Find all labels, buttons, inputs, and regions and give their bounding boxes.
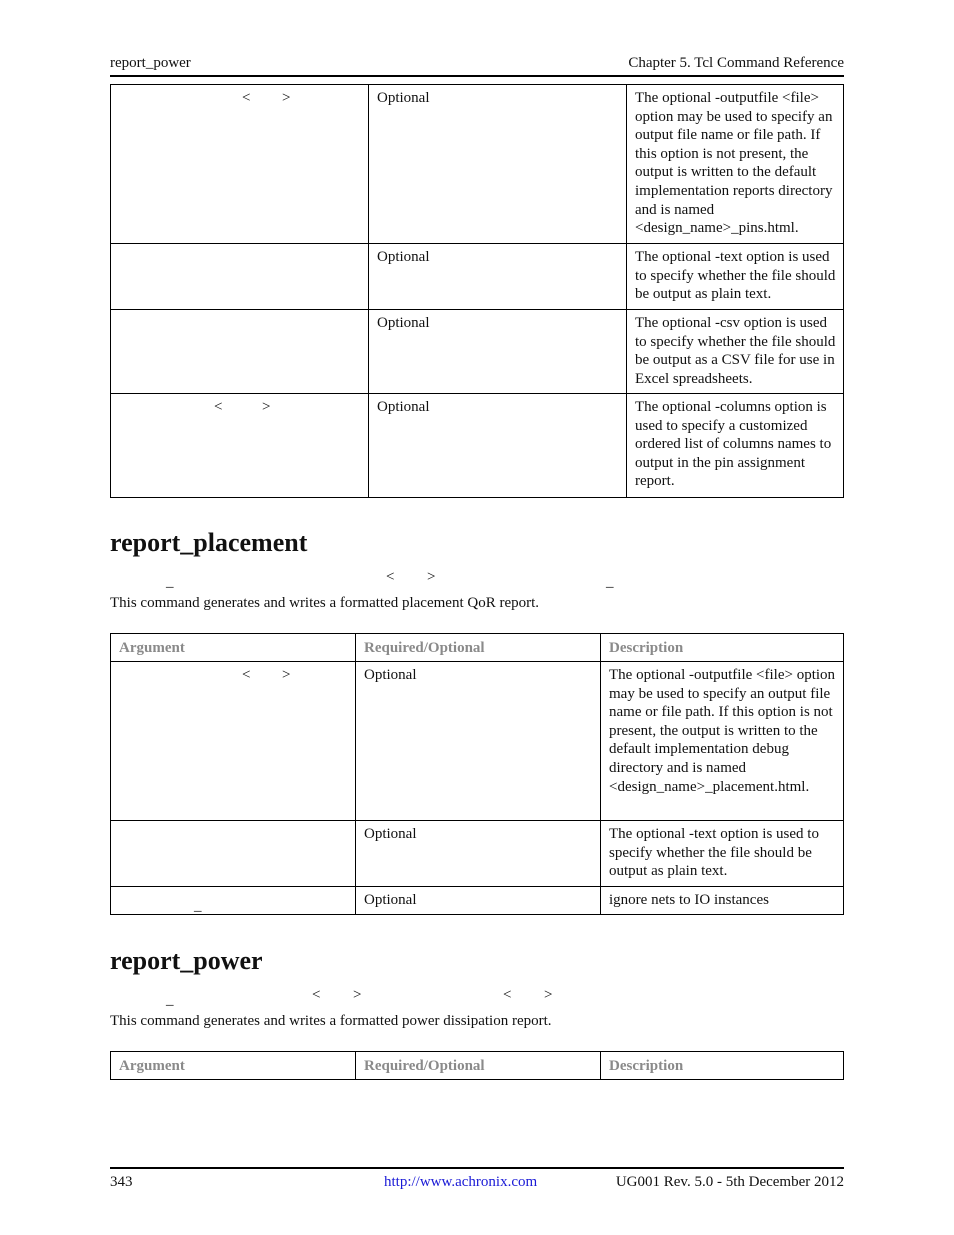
required-cell: Optional [356, 887, 601, 915]
syntax-glyph: < [503, 987, 512, 1003]
syntax-glyph: < [312, 987, 321, 1003]
syntax-glyph: < [386, 569, 395, 585]
description-cell: The optional -csv option is used to specify whether the file should be output as a CSV file for use in Excel spreadsheets. [627, 310, 844, 394]
syntax-glyph: _ [606, 574, 614, 590]
argument-cell [111, 85, 369, 244]
pin-report-arguments-table [110, 84, 844, 498]
argument-cell [111, 310, 369, 394]
syntax-glyph: _ [166, 574, 174, 590]
section-title-power: report_power [110, 946, 263, 975]
argument-glyph: _ [194, 898, 202, 914]
argument-glyph: < [214, 399, 223, 415]
description-cell: The optional -outputfile <file> option may be used to specify an output file name or file path. If this option is not present, the output is written to the default implementation reports directory and is named <design_name>_pins.html. [627, 85, 844, 244]
argument-cell [111, 244, 369, 310]
column-header-description: Description [601, 1052, 844, 1080]
header-rule [110, 75, 844, 77]
table-row [111, 310, 844, 394]
description-cell: The optional -columns option is used to specify a customized ordered list of columns names to output in the pin assignment report. [627, 394, 844, 498]
argument-glyph: < [242, 667, 251, 683]
table-row [111, 244, 844, 310]
table-row [111, 821, 844, 887]
column-header-description: Description [601, 634, 844, 662]
syntax-glyph: > [427, 569, 436, 585]
description-cell: ignore nets to IO instances [601, 887, 844, 915]
description-cell: The optional -outputfile <file> option may be used to specify an output file name or file path. If this option is not present, the output is written to the default implementation debug directory and is named <design_name>_placement.html. [601, 662, 844, 821]
required-cell: Optional [369, 85, 627, 244]
website-link[interactable]: http://www.achronix.com [384, 1174, 538, 1190]
power-arguments-table [110, 1051, 844, 1080]
placement-arguments-table [110, 633, 844, 915]
table-header-row [111, 634, 844, 662]
syntax-glyph: > [353, 987, 362, 1003]
required-cell: Optional [369, 394, 627, 498]
argument-glyph: > [282, 667, 291, 683]
table-row [111, 85, 844, 244]
argument-glyph: > [282, 90, 291, 106]
argument-glyph: > [262, 399, 271, 415]
page-number: 343 [110, 1174, 133, 1190]
required-cell: Optional [369, 310, 627, 394]
argument-cell [111, 662, 356, 821]
description-cell: The optional -text option is used to specify whether the file should be output as plain text. [601, 821, 844, 887]
running-header-left: report_power [110, 55, 191, 71]
argument-cell [111, 394, 369, 498]
footer-rule [110, 1167, 844, 1169]
argument-cell [111, 821, 356, 887]
section-title-placement: report_placement [110, 528, 308, 557]
syntax-glyph: _ [166, 992, 174, 1008]
table-row [111, 394, 844, 498]
table-row [111, 887, 844, 915]
document-revision: UG001 Rev. 5.0 - 5th December 2012 [615, 1174, 844, 1190]
running-header-right: Chapter 5. Tcl Command Reference [628, 55, 844, 71]
section-description-placement: This command generates and writes a formatted placement QoR report. [110, 595, 540, 611]
required-cell: Optional [356, 821, 601, 887]
argument-glyph: < [242, 90, 251, 106]
column-header-argument: Argument [111, 1052, 356, 1080]
column-header-required: Required/Optional [356, 634, 601, 662]
description-cell: The optional -text option is used to specify whether the file should be output as plain text. [627, 244, 844, 310]
required-cell: Optional [369, 244, 627, 310]
column-header-argument: Argument [111, 634, 356, 662]
syntax-glyph: > [544, 987, 553, 1003]
section-description-power: This command generates and writes a formatted power dissipation report. [110, 1013, 552, 1029]
argument-cell [111, 887, 356, 915]
column-header-required: Required/Optional [356, 1052, 601, 1080]
table-header-row [111, 1052, 844, 1080]
required-cell: Optional [356, 662, 601, 821]
table-row [111, 662, 844, 821]
